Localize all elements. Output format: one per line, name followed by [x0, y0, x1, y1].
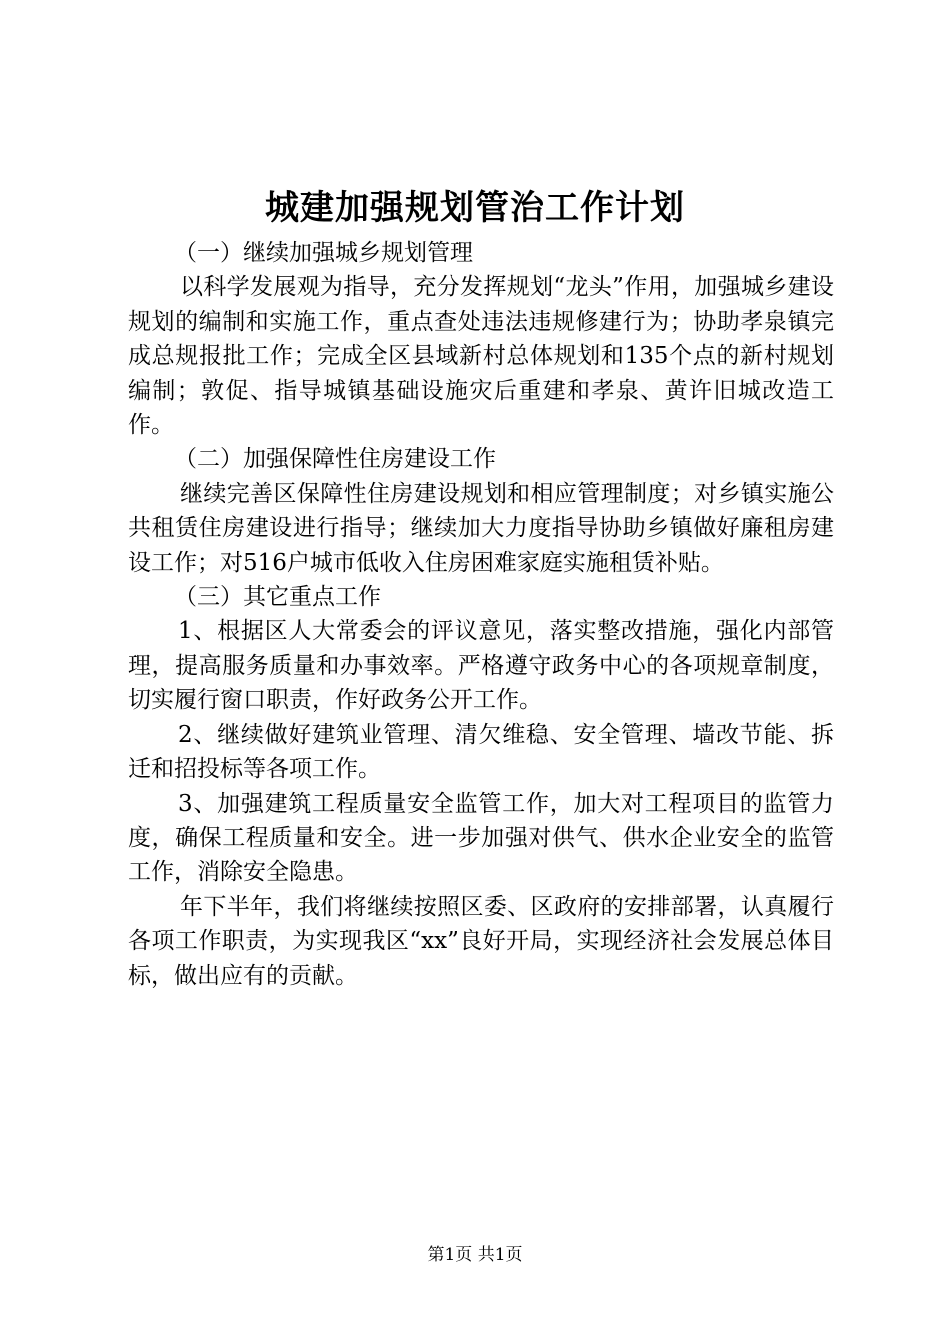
closing-paragraph: 年下半年，我们将继续按照区委、区政府的安排部署，认真履行各项工作职责，为实现我区“xx”良好开局，实现经济社会发展总体目标，做出应有的贡献。 [128, 893, 834, 989]
section-heading-2: （二）加强保障性住房建设工作 [174, 446, 496, 473]
list-item-1: 1、根据区人大常委会的评议意见，落实整改措施，强化内部管理，提高服务质量和办事效率。严格遵守政务中心的各项规章制度，切实履行窗口职责，作好政务公开工作。 [128, 618, 834, 714]
page-footer: 第1页 共1页 [427, 1245, 523, 1265]
section-paragraph-2: 继续完善区保障性住房建设规划和相应管理制度；对乡镇实施公共租赁住房建设进行指导；继续加大力度指导协助乡镇做好廉租房建设工作；对516户城市低收入住房困难家庭实施租赁补贴。 [128, 480, 834, 576]
section-paragraph-1: 以科学发展观为指导，充分发挥规划“龙头”作用，加强城乡建设规划的编制和实施工作，重点查处违法违规修建行为；协助孝泉镇完成总规报批工作；完成全区县域新村总体规划和135个点的新村规划编制；敦促、指导城镇基础设施灾后重建和孝泉、黄许旧城改造工作。 [128, 274, 834, 439]
list-item-2: 2、继续做好建筑业管理、清欠维稳、安全管理、墙改节能、拆迁和招投标等各项工作。 [128, 721, 834, 783]
list-item-3: 3、加强建筑工程质量安全监管工作，加大对工程项目的监管力度，确保工程质量和安全。进一步加强对供气、供水企业安全的监管工作，消除安全隐患。 [128, 790, 834, 886]
section-heading-1: （一）继续加强城乡规划管理 [174, 240, 473, 266]
document-body [128, 236, 834, 993]
document-title: 城建加强规划管治工作计划 [265, 188, 685, 228]
section-heading-3: （三）其它重点工作 [174, 584, 381, 611]
